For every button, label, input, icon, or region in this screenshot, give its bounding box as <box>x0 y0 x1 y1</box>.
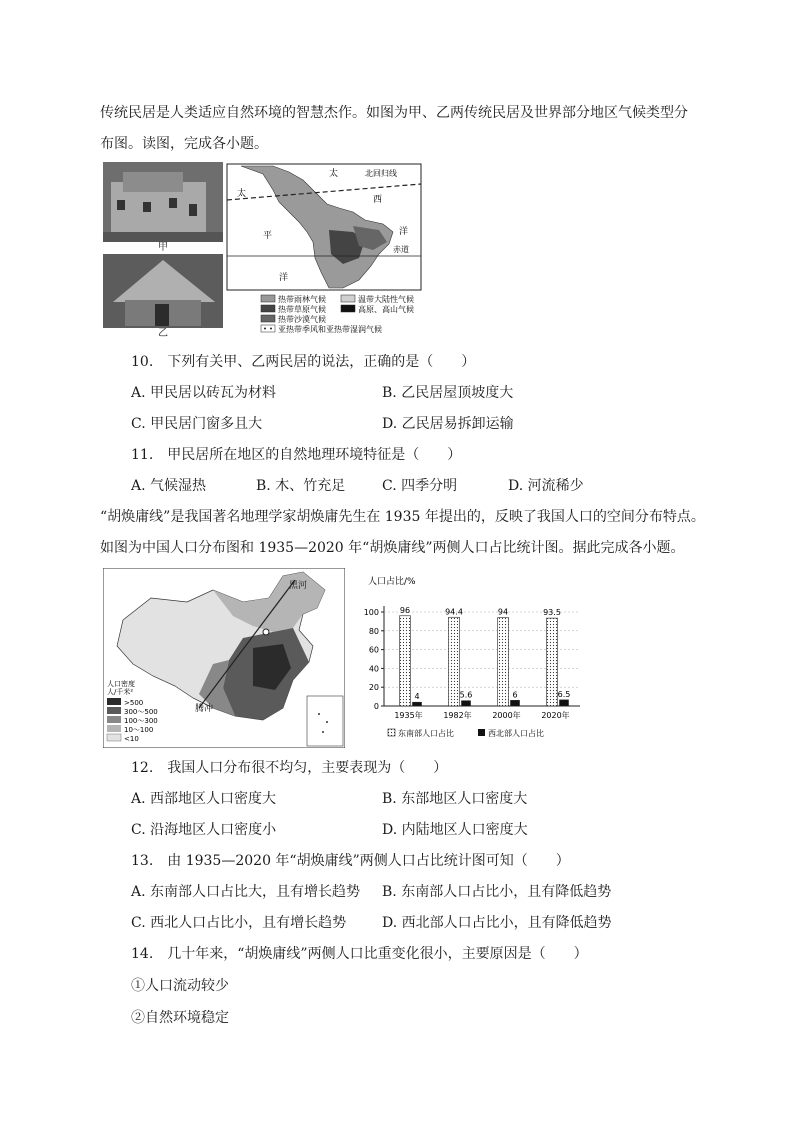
bar-data-label: 4 <box>414 692 420 702</box>
bar-data-label: 94.4 <box>445 607 463 617</box>
y-tick-label: 0 <box>373 702 379 711</box>
bar-data-label: 93.5 <box>543 608 561 618</box>
q13-option-c[interactable]: C. 西北人口占比小，且有增长趋势 <box>131 915 347 931</box>
q13-option-d[interactable]: D. 西北部人口占比小，且有降低趋势 <box>382 915 612 931</box>
q12-option-b[interactable]: B. 东部地区人口密度大 <box>382 791 528 807</box>
bar-southeast <box>400 616 411 706</box>
bar-data-label: 5.6 <box>459 690 473 700</box>
svg-text:热带雨林气候: 热带雨林气候 <box>278 295 326 304</box>
y-tick-label: 40 <box>368 664 379 674</box>
bar-southeast <box>547 618 558 706</box>
x-tick-label: 2020年 <box>541 711 570 720</box>
map-label-yang2: 洋 <box>279 273 289 283</box>
chart-ylabel: 人口占比/% <box>368 577 416 587</box>
svg-text:100～300: 100～300 <box>124 717 158 725</box>
intro2-line1: “胡焕庸线”是我国著名地理学家胡焕庸先生在 1935 年提出的，反映了我国人口的空间分布特点。 <box>100 509 705 525</box>
bar-northwest <box>462 701 471 706</box>
photo-jia-caption: 甲 <box>158 242 168 253</box>
q10-option-d[interactable]: D. 乙民居易拆卸运输 <box>382 416 514 432</box>
svg-text:人口密度: 人口密度 <box>107 680 135 688</box>
china-map-svg <box>103 568 345 748</box>
map-label-ping: 平 <box>263 231 273 241</box>
intro1-line2: 布图。读图，完成各小题。 <box>100 136 268 152</box>
bar-northwest <box>413 702 422 706</box>
bar-data-label: 94 <box>497 607 509 617</box>
bar-southeast <box>498 618 509 706</box>
q11-option-d[interactable]: D. 河流稀少 <box>508 478 584 494</box>
map-label-tai: 太 <box>237 189 247 199</box>
bar-northwest <box>511 700 520 706</box>
map-label-yang1: 洋 <box>399 227 409 237</box>
bar-data-label: 96 <box>399 605 411 615</box>
bar-southeast <box>449 617 460 706</box>
svg-text:高原、高山气候: 高原、高山气候 <box>358 305 414 314</box>
x-tick-label: 1935年 <box>394 711 423 720</box>
map-label-tropic: 北回归线 <box>365 169 397 178</box>
svg-text:10～100: 10～100 <box>124 726 154 734</box>
bar-northwest <box>560 700 569 706</box>
figure-dwellings-climate <box>103 162 423 338</box>
svg-text:热带草原气候: 热带草原气候 <box>278 305 326 314</box>
bar-data-label: 6 <box>512 690 518 700</box>
q10-option-a[interactable]: A. 甲民居以砖瓦为材料 <box>131 385 277 401</box>
y-tick-label: 100 <box>363 608 379 617</box>
q13-stem: 13. 由 1935—2020 年“胡焕庸线”两侧人口占比统计图可知（ ） <box>131 853 570 869</box>
bar-chart-svg <box>360 572 590 750</box>
climate-legend <box>261 294 414 334</box>
bar-data-label: 6.5 <box>557 689 571 699</box>
q12-stem: 12. 我国人口分布很不均匀，主要表现为（ ） <box>131 760 448 776</box>
map-label-xi: 西 <box>373 195 383 205</box>
beijing-marker <box>263 629 269 635</box>
q14-item-2: ②自然环境稳定 <box>131 1010 229 1026</box>
legend-swatch-southeast <box>388 729 395 736</box>
x-tick-label: 1982年 <box>443 711 472 720</box>
population-share-chart <box>360 572 590 750</box>
map-label-equator: 赤道 <box>393 245 409 254</box>
x-tick-label: 2000年 <box>492 711 521 720</box>
label-tengchong: 腾冲 <box>195 704 214 714</box>
south-china-sea-inset <box>307 696 343 746</box>
intro1-line1: 传统民居是人类适应自然环境的智慧杰作。如图为甲、乙两传统民居及世界部分地区气候类型分 <box>100 105 688 121</box>
q14-stem: 14. 几十年来，“胡焕庸线”两侧人口比重变化很小，主要原因是（ ） <box>131 946 588 962</box>
svg-text:人/千米²: 人/千米² <box>107 688 134 696</box>
q11-stem: 11. 甲民居所在地区的自然地理环境特征是（ ） <box>131 447 462 463</box>
legend-label-southeast: 东南部人口占比 <box>398 729 454 738</box>
q10-stem: 10. 下列有关甲、乙两民居的说法，正确的是（ ） <box>131 354 476 370</box>
q13-option-a[interactable]: A. 东南部人口占比大，且有增长趋势 <box>131 884 361 900</box>
svg-text:300～500: 300～500 <box>124 708 158 716</box>
legend-swatch-northwest <box>478 729 485 736</box>
figure1-svg <box>103 162 423 338</box>
q12-option-c[interactable]: C. 沿海地区人口密度小 <box>131 822 277 838</box>
svg-text:热带沙漠气候: 热带沙漠气候 <box>278 315 326 324</box>
q11-option-c[interactable]: C. 四季分明 <box>382 478 458 494</box>
q12-option-a[interactable]: A. 西部地区人口密度大 <box>131 791 277 807</box>
china-population-map <box>103 568 345 748</box>
q10-option-c[interactable]: C. 甲民居门窗多且大 <box>131 416 263 432</box>
q12-option-d[interactable]: D. 内陆地区人口密度大 <box>382 822 528 838</box>
q14-item-1: ①人口流动较少 <box>131 978 229 994</box>
map-label-da: 太 <box>329 169 339 179</box>
svg-text:<10: <10 <box>124 735 139 743</box>
photo-yi-caption: 乙 <box>158 328 168 338</box>
y-tick-label: 20 <box>368 683 379 693</box>
chart-legend <box>388 728 544 738</box>
q13-option-b[interactable]: B. 东南部人口占比小，且有降低趋势 <box>382 884 612 900</box>
q11-option-b[interactable]: B. 木、竹充足 <box>256 478 346 494</box>
svg-text:亚热带季风和亚热带湿润气候: 亚热带季风和亚热带湿润气候 <box>278 325 382 334</box>
y-tick-label: 80 <box>368 626 379 636</box>
intro2-line2: 如图为中国人口分布图和 1935—2020 年“胡焕庸线”两侧人口占比统计图。据此完成各小题。 <box>100 540 685 556</box>
legend-label-northwest: 西北部人口占比 <box>488 729 544 738</box>
svg-text:>500: >500 <box>124 699 144 707</box>
svg-text:温带大陆性气候: 温带大陆性气候 <box>358 295 414 304</box>
q10-option-b[interactable]: B. 乙民居屋顶坡度大 <box>382 385 514 401</box>
y-tick-label: 60 <box>368 645 379 655</box>
label-heihe: 黑河 <box>289 581 308 591</box>
q11-option-a[interactable]: A. 气候湿热 <box>131 478 207 494</box>
